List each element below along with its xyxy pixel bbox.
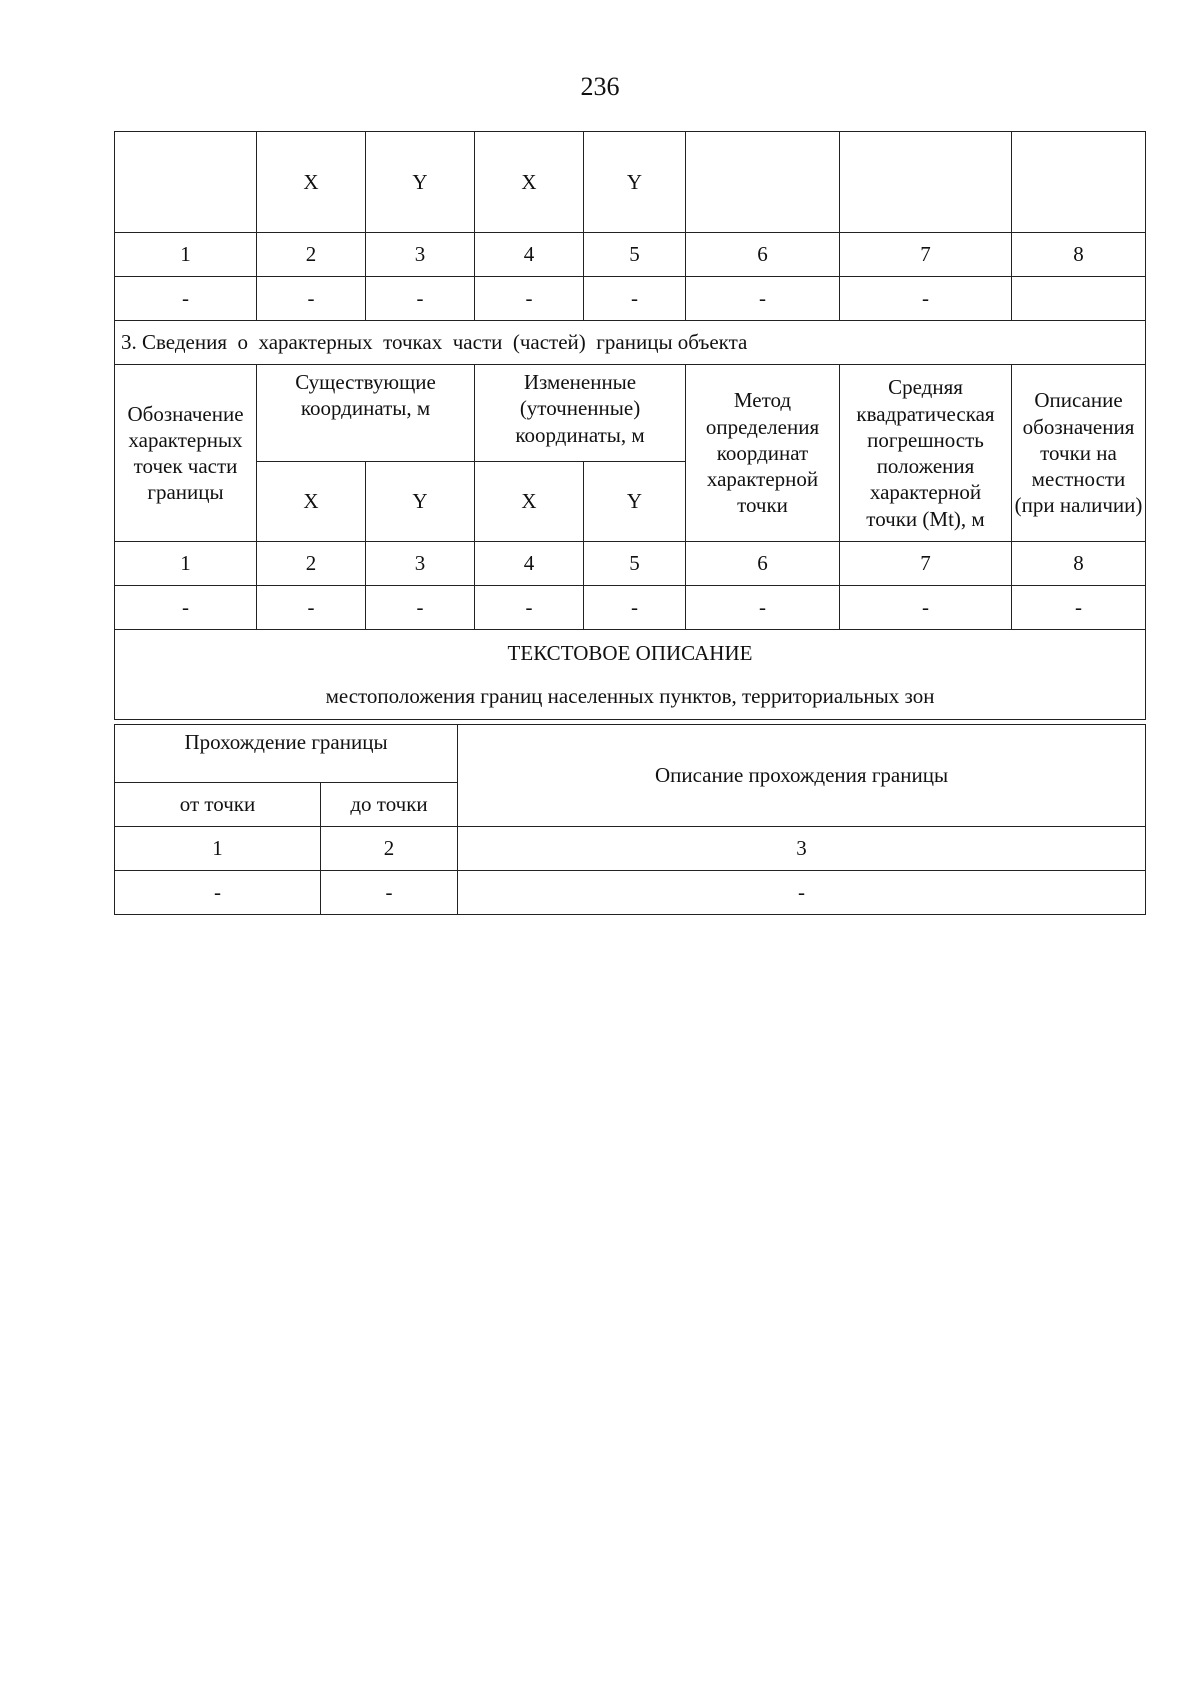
data-cell: - xyxy=(1012,586,1146,630)
data-cell: - xyxy=(366,277,475,321)
text-description-title: ТЕКСТОВОЕ ОПИСАНИЕ xyxy=(507,641,753,666)
col-number: 3 xyxy=(458,827,1146,871)
column-numbers-row xyxy=(115,233,1146,277)
col-number: 3 xyxy=(366,233,475,277)
col-number: 1 xyxy=(115,542,257,586)
empty-cell xyxy=(1012,132,1146,233)
col-number: 1 xyxy=(115,827,321,871)
data-cell: - xyxy=(257,586,366,630)
header-existing-coords: Существующие координаты, м xyxy=(257,365,475,462)
col-number: 1 xyxy=(115,233,257,277)
data-cell: - xyxy=(475,586,584,630)
header-boundary-passage: Прохождение границы xyxy=(115,725,458,783)
data-cell: - xyxy=(584,277,686,321)
sub-header-y-changed: Y xyxy=(584,462,686,542)
col-number: 5 xyxy=(584,542,686,586)
col-number: 4 xyxy=(475,233,584,277)
col-number: 6 xyxy=(686,542,840,586)
data-cell: - xyxy=(115,871,321,915)
data-cell: - xyxy=(366,586,475,630)
coord-header-row xyxy=(115,132,1146,233)
col-number: 2 xyxy=(257,542,366,586)
data-cell: - xyxy=(115,277,257,321)
boundary-header-row xyxy=(115,725,1146,783)
text-description-row xyxy=(115,630,1146,720)
header-method: Метод определения координат характерной точки xyxy=(686,365,840,542)
data-cell: - xyxy=(115,586,257,630)
empty-cell xyxy=(686,132,840,233)
group-header-row xyxy=(115,365,1146,462)
data-cell xyxy=(1012,277,1146,321)
section-title-row xyxy=(115,321,1146,365)
header-x-changed: X xyxy=(475,132,584,233)
col-number: 2 xyxy=(321,827,458,871)
coordinates-table xyxy=(114,131,1146,720)
header-boundary-description: Описание прохождения границы xyxy=(458,725,1146,827)
col-number: 4 xyxy=(475,542,584,586)
col-number: 2 xyxy=(257,233,366,277)
section3-title: 3. Сведения о характерных точках части (частей) границы объекта xyxy=(115,321,1146,365)
col-number: 7 xyxy=(840,542,1012,586)
header-changed-coords: Измененные (уточненные) координаты, м xyxy=(475,365,686,462)
boundary-description-table xyxy=(114,724,1146,915)
sub-header-y-existing: Y xyxy=(366,462,475,542)
page-number: 236 xyxy=(580,72,620,101)
data-cell: - xyxy=(257,277,366,321)
empty-cell xyxy=(115,132,257,233)
data-cell: - xyxy=(321,871,458,915)
data-cell: - xyxy=(840,277,1012,321)
sub-header-x-changed: X xyxy=(475,462,584,542)
data-row xyxy=(115,871,1146,915)
header-point-designation: Обозначение характерных точек части границы xyxy=(115,365,257,542)
column-numbers-row xyxy=(115,542,1146,586)
header-x-existing: X xyxy=(257,132,366,233)
header-y-existing: Y xyxy=(366,132,475,233)
data-cell: - xyxy=(475,277,584,321)
header-y-changed: Y xyxy=(584,132,686,233)
text-description-subtitle: местоположения границ населенных пунктов, территориальных зон xyxy=(325,683,935,708)
data-row xyxy=(115,586,1146,630)
sub-header-x-existing: X xyxy=(257,462,366,542)
col-number: 8 xyxy=(1012,233,1146,277)
header-from-point: от точки xyxy=(115,783,321,827)
col-number: 8 xyxy=(1012,542,1146,586)
data-cell: - xyxy=(686,586,840,630)
data-cell: - xyxy=(458,871,1146,915)
col-number: 5 xyxy=(584,233,686,277)
column-numbers-row xyxy=(115,827,1146,871)
data-cell: - xyxy=(840,586,1012,630)
data-cell: - xyxy=(584,586,686,630)
header-point-description: Описание обозначения точки на местности (при наличии) xyxy=(1012,365,1146,542)
header-to-point: до точки xyxy=(321,783,458,827)
data-row xyxy=(115,277,1146,321)
col-number: 6 xyxy=(686,233,840,277)
col-number: 7 xyxy=(840,233,1012,277)
header-mean-error: Средняя квадратическая погрешность положения характерной точки (Mt), м xyxy=(840,365,1012,542)
empty-cell xyxy=(840,132,1012,233)
data-cell: - xyxy=(686,277,840,321)
col-number: 3 xyxy=(366,542,475,586)
